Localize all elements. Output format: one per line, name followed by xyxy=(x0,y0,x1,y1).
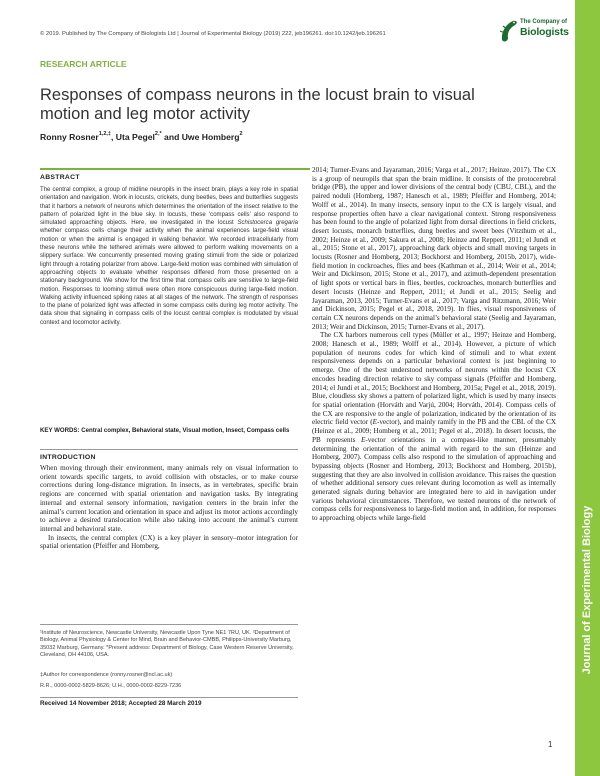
abstract-text: whether compass cells change their activity when the animal experiences large-field visual motion or when the animal is engaged in walking behavior. We recorded intracellularly from these neurons while the tethered animals were allowed to perform walking movements on a slippery surface. We concurrently presented moving grating stimuli from the side or polarized light through a rotating polarizer from above. Large-field motion was combined with simulation of approaching objects to evaluate whether responses differed from those presented on a stationary background. We show for the first time that compass cells are sensitive to large-field motion. Responses to looming stimuli were often more conspicuous during large-field motion. Walking activity influenced spiking rates at all stages of the network. The strength of responses to the plane of polarized light was affected in some compass cells during leg motor activity. The data show that signaling in compass cells of the locust central complex is modulated by visual context and locomotor activity. xyxy=(40,228,298,326)
received-dates: Received 14 November 2018; Accepted 28 March 2019 xyxy=(40,700,202,707)
journal-name: Journal of Experimental Biology xyxy=(581,505,593,675)
author-name[interactable]: Uta Pegel xyxy=(115,132,155,142)
paragraph-text: -vector), and mainly ramify in the PB and the CBL of the CX (Heinze et al., 2009; Homberg et al., 2011; Pegel et al., 2018). In desert locusts, the PB represents xyxy=(312,418,556,444)
paragraph: In insects, the central complex (CX) is a key player in sensory–motor integration for spatial orientation (Pfeiffer and Homberg, xyxy=(40,533,298,551)
introduction-body xyxy=(40,464,298,551)
e-vector-symbol: E xyxy=(372,418,377,427)
paragraph-text: -vector orientations in a compass-like manner, presumably determining the orientation of the animal with regard to the sun (Heinze and Homberg, 2007). Compass cells also respond to the simulation of approaching and bypassing objects (Rosner and Homberg, 2013; Bockhorst and Homberg, 2015b), suggesting that they are also involved in collision avoidance. This raises the question of whether additional sensory cues relevant during locomotion as well as internally generated signals during behavior are integrated here to aid in navigation under various behavioral circumstances. Therefore, we tested neurons of the network of compass cells for responsiveness to large-field motion and, in addition, for responses to approaching objects while large-field xyxy=(312,435,556,523)
author-list xyxy=(40,132,243,142)
section-divider xyxy=(40,449,298,450)
section-divider xyxy=(40,168,310,170)
paragraph-text: The CX harbors numerous cell types (Müller et al., 1997; Heinze and Homberg, 2008; Hanesch et al., 1989; Wolff et al., 2014). However, a picture of which population of neurons codes for which kind of stimuli and to what extent responsiveness depends on a particular behavioral context is just beginning to emerge. One of the best understood networks of neurons within the locust CX encodes heading direction relative to sky compass signals (Pfeiffer and Homberg, 2014; el Jundi et al., 2015; Bockhorst and Homberg, 2015a; Pegel et al., 2018, 2019). Blue, cloudless sky shows a pattern of polarized light, which is used by many insects for spatial orientation (Horváth and Varjú, 2004; Horváth, 2014). Compass cells of the CX are responsive to the angle of polarization, indicated by the orientation of its electric field vector ( xyxy=(312,331,557,427)
section-divider xyxy=(40,697,298,698)
author-separator: , xyxy=(110,132,116,142)
section-divider xyxy=(40,624,298,625)
e-vector-symbol: E xyxy=(361,435,366,444)
keywords: KEY WORDS: Central complex, Behavioral state, Visual motion, Insect, Compass cells xyxy=(40,427,290,434)
author-separator: and xyxy=(161,132,182,142)
article-title: Responses of compass neurons in the locust brain to visual motion and leg motor activity xyxy=(40,86,475,123)
abstract-text: The central complex, a group of midline neuropils in the insect brain, plays a key role in spatial orientation and navigation. Work in locusts, crickets, dung beetles, bees and butterflies suggests that it harbors a network of neurons which determines the orientation of the insect relative to the pattern of polarized light in the blue sky. In locusts, these ‘compass cells’ also respond to simulated approaching objects. Here, we investigated in the locust xyxy=(40,187,298,227)
introduction-heading: INTRODUCTION xyxy=(40,454,96,461)
orcid-ids[interactable]: R.R., 0000-0002-5829-8626; U.H., 0000-0002-8229-7236 xyxy=(40,683,182,689)
logo-tagline: The Company of xyxy=(520,19,568,25)
author-affiliation-mark: 2,* xyxy=(154,131,162,137)
main-text-column-2 xyxy=(312,166,556,523)
author-name[interactable]: Ronny Rosner xyxy=(40,132,99,142)
abstract-heading: ABSTRACT xyxy=(40,174,80,181)
author-affiliation-mark: 1,2,‡ xyxy=(98,131,111,137)
paragraph xyxy=(312,331,556,522)
lizard-logo-icon xyxy=(498,18,520,44)
affiliations: ¹Institute of Neuroscience, Newcastle University, Newcastle Upon Tyne NE1 7RU, UK. ²Department of Biology, Animal Physiology & Center for Mind, Brain and Behavior-CMBB, Philipps-University Marburg, 35032 Marburg, Germany. *Present address: Department of Biology, Case Western Reserve University, Cleveland, OH 44106, USA. xyxy=(40,630,294,658)
abstract-body xyxy=(40,186,298,327)
paragraph: When moving through their environment, many animals rely on visual information to orient towards specific targets, to avoid collision with obstacles, or to make course corrections during long-distance migration. In insects, as in vertebrates, specific brain regions are concerned with spatial orientation and navigation tasks. By integrating internal and external sensory information, navigation centers in the brain infer the animal’s current location and orientation in space and adjust its motor actions accordingly to achieve a desired translocation while also taking into account the animal’s current internal and behavioral state. xyxy=(40,464,298,533)
author-name[interactable]: Uwe Homberg xyxy=(181,132,240,142)
article-type: RESEARCH ARTICLE xyxy=(40,59,127,69)
citation-line: © 2019. Published by The Company of Biologists Ltd | Journal of Experimental Biology (2019) 222, jeb196261. doi:10.1242/jeb.196261 xyxy=(40,31,386,37)
correspondence-note[interactable]: ‡Author for correspondence (ronny.rosner@ncl.ac.uk) xyxy=(40,672,173,678)
species-name: Schistocerca gregaria xyxy=(237,220,299,227)
logo-wordmark: Biologists xyxy=(520,26,569,38)
paragraph: 2014; Turner-Evans and Jayaraman, 2016; Varga et al., 2017; Heinze, 2017). The CX is a group of neuropils that span the brain midline. It consists of the protocerebral bridge (PB), the upper and lower divisions of the central body (CBU, CBL), and the paired noduli (Homberg, 1987; Hanesch et al., 1989; Pfeiffer and Homberg, 2014; Wolff et al., 2014). In many insects, sensory input to the CX is largely visual, and response properties often have a clear navigational context. Strong responsiveness has been found to the angle of polarized light from dorsal directions in field crickets, desert locusts, monarch butterflies, dung beetles and sweet bees (Vitzthum et al., 2002; Heinze et al., 2009; Sakura et al., 2008; Heinze and Reppert, 2011; el Jundi et al., 2015; Stone et al., 2017), approaching dark objects and small moving targets in locusts (Rosner and Homberg, 2013; Bockhorst and Homberg, 2015b, 2017), wide-field motion in cockroaches, flies and bees (Kathman et al., 2014; Weir et al., 2014; Weir and Dickinson, 2015; Stone et al., 2017), and azimuth-dependent presentation of light spots or vertical bars in flies, beetles, cockroaches, monarch butterflies and desert locusts (Heinze and Reppert, 2011; el Jundi et al., 2015; Seelig and Jayaraman, 2013, 2015; Turner-Evans et al., 2017; Varga and Ritzmann, 2016; Weir and Dickinson, 2015; Pegel et al., 2018, 2019). In flies, visual responsiveness of certain CX neurons depends on the animal’s behavioral state (Seelig and Jayaraman, 2013; Weir and Dickinson, 2015; Turner-Evans et al., 2017). xyxy=(312,166,556,331)
journal-sidebar xyxy=(575,0,600,776)
page-number: 1 xyxy=(548,740,553,749)
publisher-logo xyxy=(498,18,569,44)
author-affiliation-mark: 2 xyxy=(239,131,243,137)
